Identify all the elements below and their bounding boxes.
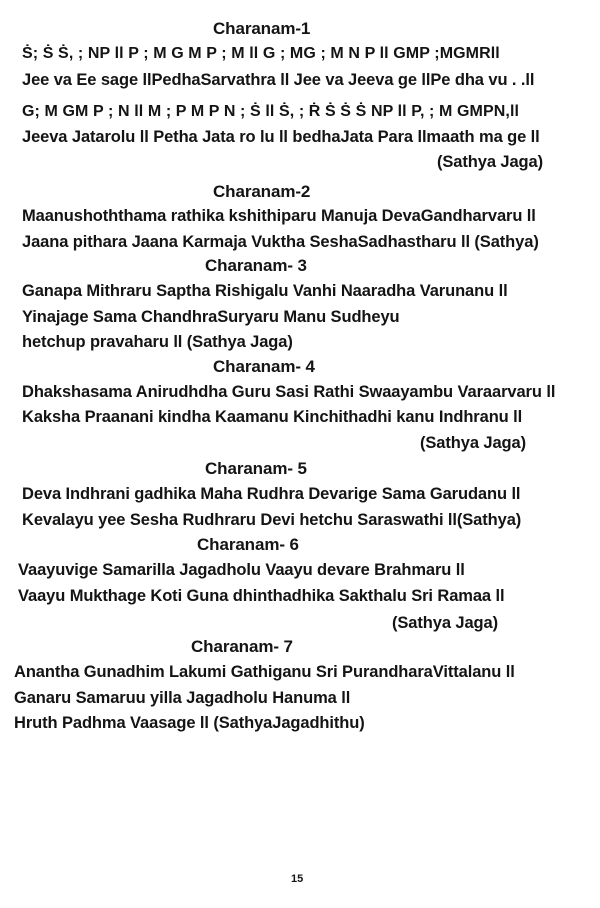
charanam-1-heading: Charanam-1 — [213, 19, 311, 38]
refrain-label: (Sathya Jaga) — [420, 434, 526, 452]
page-number: 15 — [291, 873, 304, 885]
lyric-line: Maanushoththama rathika kshithiparu Manuja DevaGandharvaru ll — [22, 207, 536, 225]
lyric-line: Jeeva Jatarolu ll Petha Jata ro lu ll bedhaJata Para llmaath ma ge ll — [22, 128, 540, 146]
charanam-4-heading: Charanam- 4 — [213, 357, 315, 376]
charanam-5-heading: Charanam- 5 — [205, 459, 307, 478]
lyric-line: Jaana pithara Jaana Karmaja Vuktha SeshaSadhastharu ll (Sathya) — [22, 233, 539, 251]
charanam-7-heading: Charanam- 7 — [191, 637, 293, 656]
lyric-line: Ganapa Mithraru Saptha Rishigalu Vanhi Naaradha Varunanu ll — [22, 282, 508, 300]
swara-line: Ṡ; Ṡ Ṡ, ; NP ll P ; M G M P ; M ll G ; MG ; M N P ll GMP ;MGMRll — [22, 45, 500, 62]
charanam-2-heading: Charanam-2 — [213, 182, 311, 201]
lyric-line: hetchup pravaharu ll (Sathya Jaga) — [22, 333, 293, 351]
lyric-line: Vaayuvige Samarilla Jagadholu Vaayu devare Brahmaru ll — [18, 561, 465, 579]
lyric-line: Ganaru Samaruu yilla Jagadholu Hanuma ll — [14, 689, 351, 707]
refrain-label: (Sathya Jaga) — [392, 614, 498, 632]
lyric-line: Anantha Gunadhim Lakumi Gathiganu Sri PurandharaVittalanu ll — [14, 663, 515, 681]
lyric-line: Yinajage Sama ChandhraSuryaru Manu Sudheyu — [22, 308, 400, 326]
lyric-line: Jee va Ee sage llPedhaSarvathra ll Jee va Jeeva ge llPe dha vu . .ll — [22, 71, 535, 89]
lyric-line: Kevalayu yee Sesha Rudhraru Devi hetchu Saraswathi ll(Sathya) — [22, 511, 522, 529]
refrain-label: (Sathya Jaga) — [437, 153, 543, 171]
swara-line: G; M GM P ; N ll M ; P M P N ; Ṡ ll Ṡ, ; Ṙ Ṡ Ṡ Ṡ NP ll P, ; M GMPN,ll — [22, 103, 520, 120]
charanam-3-heading: Charanam- 3 — [205, 256, 307, 275]
lyric-line: Deva Indhrani gadhika Maha Rudhra Devarige Sama Garudanu ll — [22, 485, 521, 503]
lyric-line: Kaksha Praanani kindha Kaamanu Kinchithadhi kanu Indhranu ll — [22, 408, 523, 426]
lyric-line: Hruth Padhma Vaasage ll (SathyaJagadhithu) — [14, 714, 365, 732]
charanam-6-heading: Charanam- 6 — [197, 535, 299, 554]
lyric-line: Dhakshasama Anirudhdha Guru Sasi Rathi Swaayambu Varaarvaru ll — [22, 383, 556, 401]
lyric-line: Vaayu Mukthage Koti Guna dhinthadhika Sakthalu Sri Ramaa ll — [18, 587, 505, 605]
